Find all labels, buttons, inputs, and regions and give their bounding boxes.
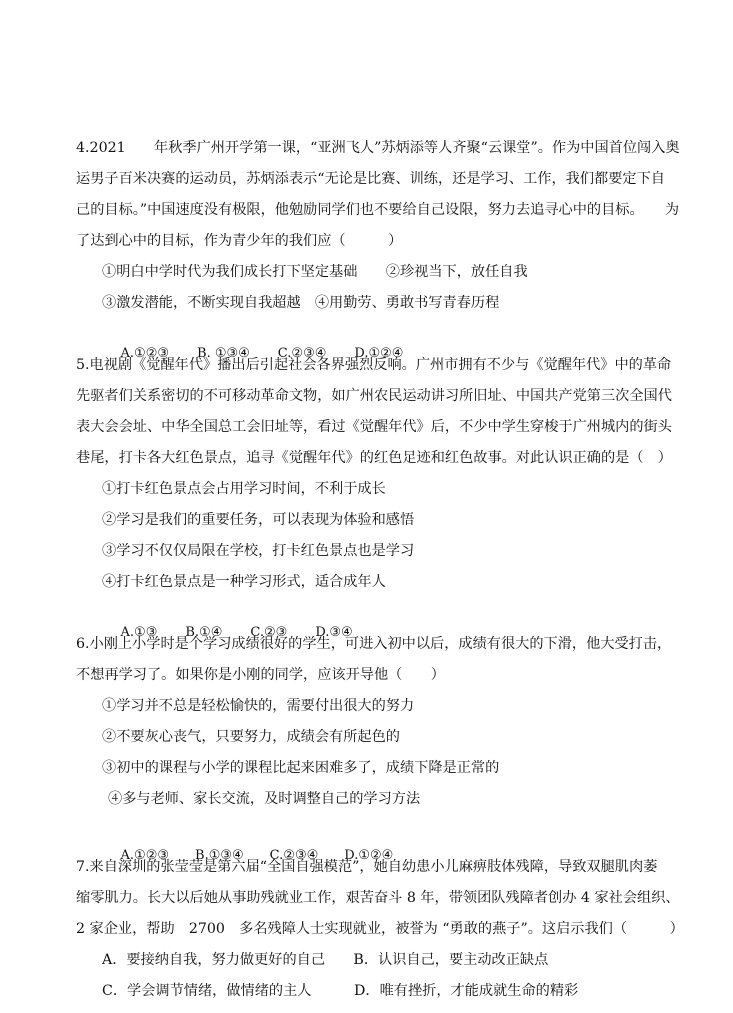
q7-choice-row-2: C．学会调节情绪，做情绪的主人 D．唯有挫折，才能成就生命的精彩 — [102, 983, 579, 999]
q5-item-2: ②学习是我们的重要任务，可以表现为体验和感悟 — [102, 512, 415, 528]
q5-option-d: D.③④ — [315, 625, 353, 640]
q6-item-2: ②不要灰心丧气，只要努力，成绩会有所起色的 — [102, 729, 400, 745]
q4-option-c: C.②③④ — [277, 346, 327, 361]
q5-line-1: 5.电视剧《觉醒年代》播出后引起社会各界强烈反响。广州市拥有不少与《觉醒年代》中的革命 — [76, 357, 672, 373]
q7-line-2: 缩零肌力。长大以后她从事助残就业工作，艰苦奋斗 8 年，带领团队残障者创办 4 家社会组织、 — [76, 890, 680, 906]
q4-item-1: ①明白中学时代为我们成长打下坚定基础 ②珍视当下，放任自我 — [102, 264, 528, 280]
q5-option-b: B.①④ — [185, 625, 223, 640]
q4-line-3: 己的目标。”中国速度没有极限，他勉励同学们也不要给自己设限，努力去追寻心中的目标。 为 — [76, 202, 680, 218]
q6-option-d: D.①②④ — [344, 848, 394, 863]
q5-item-1: ①打卡红色景点会占用学习时间，不利于成长 — [102, 481, 386, 497]
q5-item-4: ④打卡红色景点是一种学习形式，适合成年人 — [102, 574, 386, 590]
q6-item-4: ④多与老师、家长交流，及时调整自己的学习方法 — [108, 791, 421, 807]
q5-item-3: ③学习不仅仅局限在学校，打卡红色景点也是学习 — [102, 543, 415, 559]
q4-item-2: ③激发潜能，不断实现自我超越 ④用勤劳、勇敢书写青春历程 — [102, 295, 500, 311]
q4-option-a: A.①②③ — [120, 346, 170, 361]
q6-option-a: A.①②③ — [120, 848, 170, 863]
q7-choice-row-1: A．要接纳自我，努力做更好的自己 B．认识自己，要主动改正缺点 — [102, 952, 549, 968]
q4-line-2: 运男子百米决赛的运动员，苏炳添表示“无论是比赛、训练，还是学习、工作，我们都要定下自 — [76, 171, 665, 187]
q6-line-1: 6.小刚上小学时是个学习成绩很好的学生，可进入初中以后，成绩有很大的下滑，他大受打击， — [76, 636, 672, 652]
q4-option-d: D.①②④ — [354, 346, 404, 361]
q6-option-b: B.①③④ — [195, 848, 244, 863]
q4-option-b: B. ①③④ — [197, 346, 250, 361]
q5-line-4: 巷尾，打卡各大红色景点，追寻《觉醒年代》的红色足迹和红色故事。对此认识正确的是（ ） — [76, 450, 672, 466]
q5-line-3: 表大会会址、中华全国总工会旧址等，看过《觉醒年代》后，不少中学生穿梭于广州城内的街头 — [76, 419, 672, 435]
q4-line-1: 4.2021 年秋季广州开学第一课，“亚洲飞人”苏炳添等人齐聚“云课堂”。作为中国首位闯入奥 — [76, 140, 680, 156]
q4-options — [104, 324, 431, 384]
q5-option-a: A.①③ — [120, 625, 158, 640]
q7-line-3: 2 家企业，帮助 2700 多名残障人士实现就业，被誉为 “勇敢的燕子”。这启示我们（ ） — [76, 921, 684, 937]
q6-options — [104, 826, 419, 886]
q6-item-1: ①学习并不总是轻松愉快的，需要付出很大的努力 — [102, 698, 415, 714]
q6-line-2: 不想再学习了。如果你是小刚的同学，应该开导他（ ） — [76, 667, 445, 683]
q6-option-c: C.②③④ — [269, 848, 319, 863]
q4-line-4: 了达到心中的目标，作为青少年的我们应（ ） — [76, 233, 403, 249]
q5-line-2: 先驱者们关系密切的不可移动革命文物，如广州农民运动讲习所旧址、中国共产党第三次全国代 — [76, 388, 672, 404]
q6-item-3: ③初中的课程与小学的课程比起来困难多了，成绩下降是正常的 — [102, 760, 500, 776]
q7-line-1: 7.来自深圳的张莹莹是第六届“全国自强模范”，她自幼患小儿麻痹肢体残障，导致双腿肌肉萎 — [76, 859, 658, 875]
q5-option-c: C.②③ — [250, 625, 288, 640]
q5-options — [104, 603, 381, 663]
